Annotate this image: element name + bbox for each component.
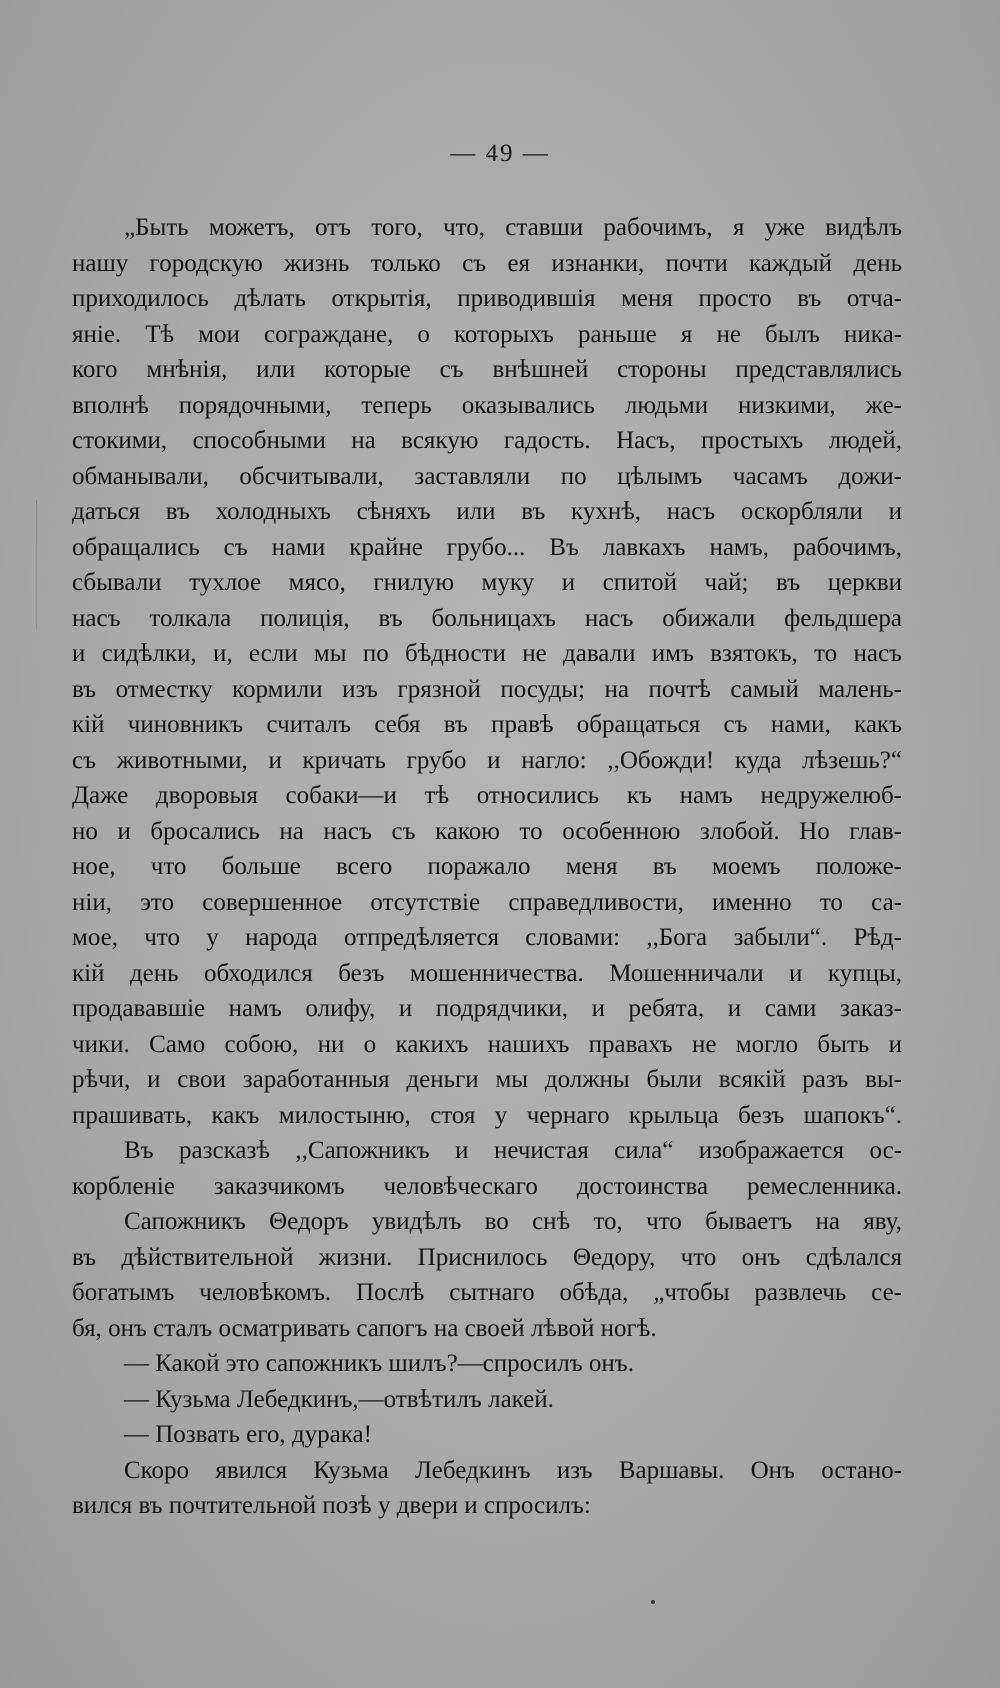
- text-line: мое, что у народа отпредѣляется словами: ,,Бога забыли“. Рѣд-: [72, 924, 902, 951]
- text-line: продававшіе намъ олифу, и подрядчики, и ребята, и сами заказ-: [72, 995, 902, 1022]
- text-line: богатымъ человѣкомъ. Послѣ сытнаго обѣда, „чтобы развлечь се-: [72, 1279, 902, 1306]
- text-line: сбывали тухлое мясо, гнилую муку и спитой чай; въ церкви: [72, 569, 902, 596]
- page-number: — 49 —: [450, 140, 550, 167]
- text-line: „Быть можетъ, отъ того, что, ставши рабочимъ, я уже видѣлъ: [124, 214, 902, 241]
- text-line: ное, что больше всего поражало меня въ моемъ положе-: [72, 853, 902, 880]
- text-line: и сидѣлки, и, если мы по бѣдности не давали имъ взятокъ, то насъ: [72, 640, 902, 667]
- text-line: кій день обходился безъ мошенничества. Мошенничали и купцы,: [72, 959, 902, 987]
- text-line: Въ разсказѣ ,,Сапожникъ и нечистая сила“ изображается ос-: [124, 1137, 902, 1164]
- text-line: — Позвать его, дурака!: [124, 1421, 372, 1448]
- text-line: — Кузьма Лебедкинъ,—отвѣтилъ лакей.: [124, 1385, 554, 1413]
- text-line: насъ толкала полиція, въ больницахъ насъ обижали фельдшера: [72, 604, 902, 632]
- text-line: нашу городскую жизнь только съ ея изнанки, почти каждый день: [72, 249, 902, 277]
- text-line: — Какой это сапожникъ шилъ?—спросилъ онъ.: [124, 1350, 634, 1377]
- text-line: кого мнѣнія, или которые съ внѣшней стороны представлялись: [72, 356, 902, 383]
- body-text: [72, 210, 902, 1524]
- text-line: стокими, способными на всякую гадость. Насъ, простыхъ людей,: [72, 427, 902, 454]
- text-line: бя, онъ сталъ осматривать сапогъ на своей лѣвой ногѣ.: [72, 1314, 657, 1342]
- text-line: но и бросались на насъ съ какою то особенною злобой. Но глав-: [72, 817, 902, 845]
- text-line: чики. Само собою, ни о какихъ нашихъ правахъ не могло быть и: [72, 1030, 902, 1058]
- print-speck: [651, 1600, 655, 1604]
- text-line: яніе. Тѣ мои сограждане, о которыхъ раньше я не былъ ника-: [72, 320, 902, 348]
- text-line: вполнѣ порядочными, теперь оказывались людьми низкими, же-: [72, 391, 902, 419]
- text-line: ніи, это совершенное отсутствіе справедливости, именно то са-: [72, 888, 902, 916]
- text-line: Скоро явился Кузьма Лебедкинъ изъ Варшавы. Онъ остано-: [124, 1456, 902, 1484]
- text-line: обманывали, обсчитывали, заставляли по цѣлымъ часамъ дожи-: [72, 462, 902, 490]
- text-line: обращались съ нами крайне грубо... Въ лавкахъ намъ, рабочимъ,: [72, 533, 902, 561]
- text-line: съ животными, и кричать грубо и нагло: ,,Обожди! куда лѣзешь?“: [72, 746, 902, 774]
- text-line: Сапожникъ Θедоръ увидѣлъ во снѣ то, что бываетъ на яву,: [124, 1208, 902, 1235]
- text-line: приходилось дѣлать открытія, приводившія меня просто въ отча-: [72, 285, 902, 312]
- text-line: въ дѣйствительной жизни. Приснилось Θедору, что онъ сдѣлался: [72, 1243, 902, 1271]
- text-line: даться въ холодныхъ сѣняхъ или въ кухнѣ, насъ оскорбляли и: [72, 498, 902, 525]
- text-line: Даже дворовыя собаки—и тѣ относились къ намъ недружелюб-: [72, 782, 902, 809]
- text-line: вился въ почтительной позѣ у двери и спросилъ:: [72, 1492, 591, 1519]
- margin-mark: [36, 500, 37, 630]
- text-line: прашивать, какъ милостыню, стоя у чернаго крыльца безъ шапокъ“.: [72, 1101, 902, 1129]
- text-line: рѣчи, и свои заработанныя деньги мы должны были всякій разъ вы-: [72, 1066, 902, 1093]
- text-line: корбленіе заказчикомъ человѣческаго достоинства ремесленника.: [72, 1172, 902, 1200]
- text-line: въ отместку кормили изъ грязной посуды; на почтѣ самый малень-: [72, 675, 902, 703]
- text-line: кій чиновникъ считалъ себя въ правѣ обращаться съ нами, какъ: [72, 711, 902, 738]
